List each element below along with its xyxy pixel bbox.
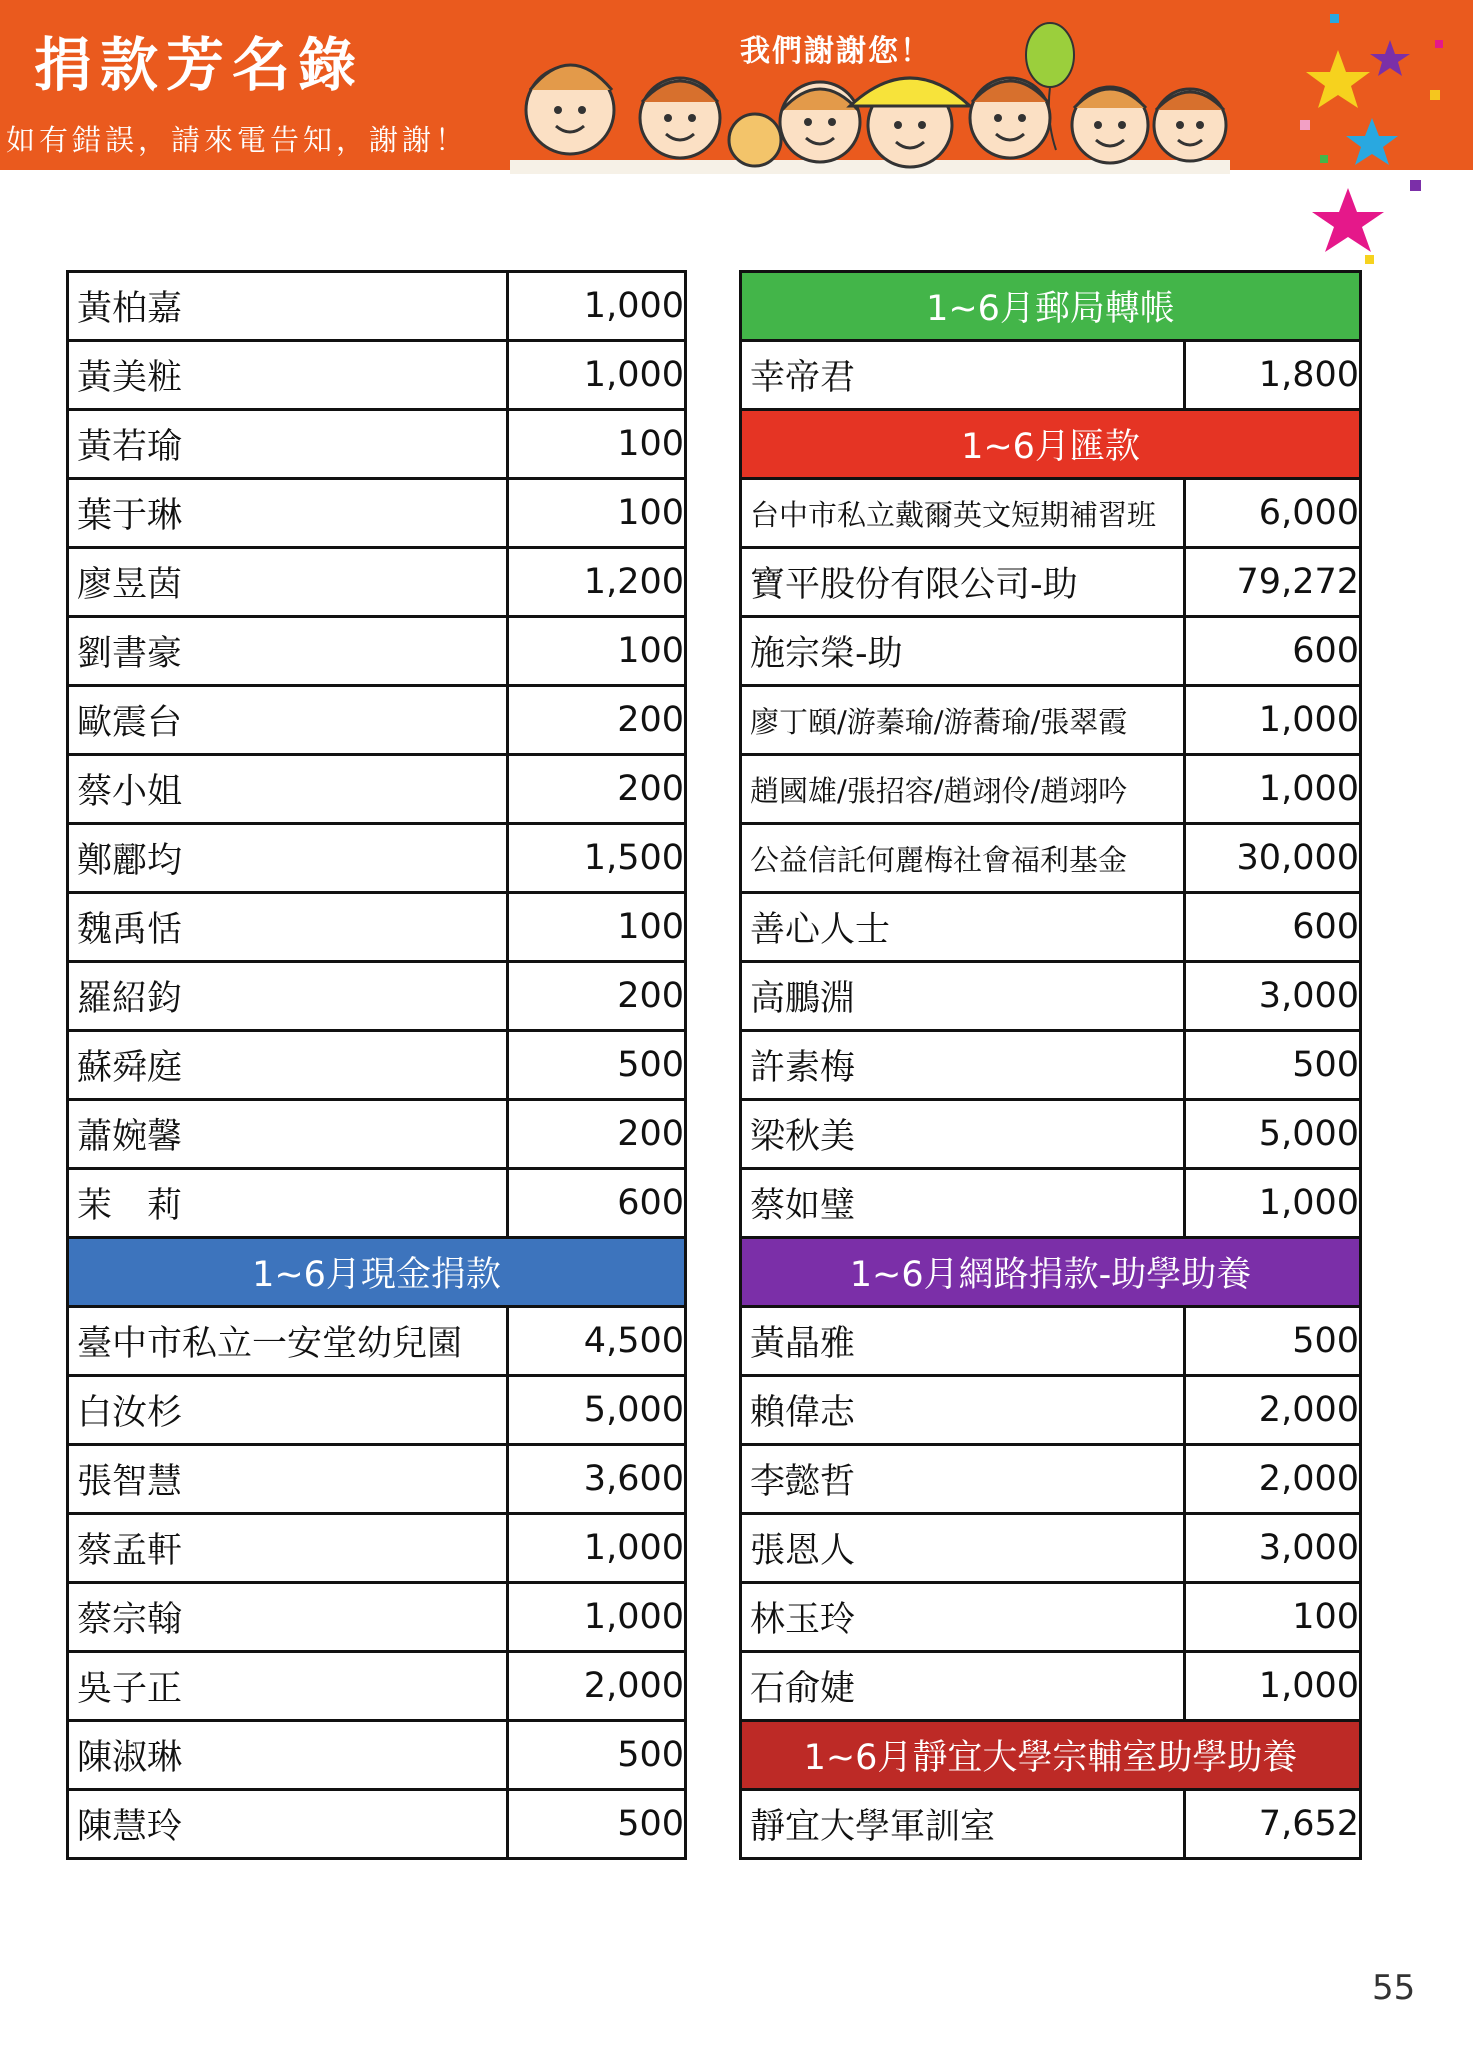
donation-amount: 5,000 bbox=[508, 1376, 686, 1445]
section-header-row bbox=[741, 410, 1361, 479]
donation-amount: 100 bbox=[508, 617, 686, 686]
donor-row bbox=[741, 1100, 1361, 1169]
donation-amount: 100 bbox=[508, 410, 686, 479]
donation-amount: 1,000 bbox=[508, 1514, 686, 1583]
section-header: 1~6月網路捐款-助學助養 bbox=[741, 1238, 1361, 1307]
donor-row bbox=[741, 1169, 1361, 1238]
donation-amount: 600 bbox=[1185, 617, 1361, 686]
donor-row bbox=[741, 1376, 1361, 1445]
donor-row bbox=[741, 1790, 1361, 1859]
donor-name: 黃美粧 bbox=[68, 341, 508, 410]
donor-name: 臺中市私立一安堂幼兒園 bbox=[68, 1307, 508, 1376]
donation-amount: 1,200 bbox=[508, 548, 686, 617]
donor-row bbox=[741, 1652, 1361, 1721]
thanks-text: 我們謝謝您！ bbox=[740, 34, 932, 69]
donor-name: 蕭婉馨 bbox=[68, 1100, 508, 1169]
donor-name: 蔡孟軒 bbox=[68, 1514, 508, 1583]
right-donor-table bbox=[739, 270, 1362, 1860]
donor-name: 林玉玲 bbox=[741, 1583, 1185, 1652]
donation-amount: 100 bbox=[508, 893, 686, 962]
children-illustration bbox=[490, 10, 1250, 185]
donor-row bbox=[68, 1583, 686, 1652]
donation-amount: 1,000 bbox=[508, 1583, 686, 1652]
left-donor-table bbox=[66, 270, 687, 1860]
donor-row bbox=[68, 1514, 686, 1583]
donation-amount: 1,000 bbox=[508, 341, 686, 410]
donor-name: 許素梅 bbox=[741, 1031, 1185, 1100]
donation-amount: 1,000 bbox=[1185, 755, 1361, 824]
donor-row bbox=[68, 962, 686, 1031]
donor-name: 白汝杉 bbox=[68, 1376, 508, 1445]
donor-name: 陳慧玲 bbox=[68, 1790, 508, 1859]
donation-amount: 1,800 bbox=[1185, 341, 1361, 410]
donation-amount: 3,000 bbox=[1185, 1514, 1361, 1583]
section-header: 1~6月郵局轉帳 bbox=[741, 272, 1361, 341]
donor-name: 陳淑琳 bbox=[68, 1721, 508, 1790]
donation-amount: 2,000 bbox=[1185, 1376, 1361, 1445]
section-header: 1~6月靜宜大學宗輔室助學助養 bbox=[741, 1721, 1361, 1790]
donation-amount: 200 bbox=[508, 755, 686, 824]
donor-row bbox=[68, 1445, 686, 1514]
donor-row bbox=[741, 548, 1361, 617]
decorative-stars bbox=[1290, 0, 1473, 280]
donor-name: 趙國雄/張招容/趙翊伶/趙翊吟 bbox=[741, 755, 1185, 824]
donation-amount: 4,500 bbox=[508, 1307, 686, 1376]
section-header-row bbox=[741, 1238, 1361, 1307]
donor-name: 黃若瑜 bbox=[68, 410, 508, 479]
donor-name: 吳子正 bbox=[68, 1652, 508, 1721]
donor-name: 葉于琳 bbox=[68, 479, 508, 548]
donor-row bbox=[68, 341, 686, 410]
donor-name: 廖昱茵 bbox=[68, 548, 508, 617]
donation-amount: 1,000 bbox=[1185, 1169, 1361, 1238]
donation-amount: 500 bbox=[508, 1031, 686, 1100]
donor-row bbox=[68, 617, 686, 686]
donation-amount: 3,600 bbox=[508, 1445, 686, 1514]
header-banner bbox=[0, 0, 1473, 170]
donor-row bbox=[741, 1514, 1361, 1583]
section-header-row bbox=[741, 272, 1361, 341]
donor-row bbox=[741, 1307, 1361, 1376]
donor-row bbox=[68, 272, 686, 341]
donor-name: 施宗榮-助 bbox=[741, 617, 1185, 686]
donation-amount: 30,000 bbox=[1185, 824, 1361, 893]
donor-row bbox=[68, 1307, 686, 1376]
donor-row bbox=[741, 341, 1361, 410]
donation-amount: 600 bbox=[508, 1169, 686, 1238]
donor-name: 蔡小姐 bbox=[68, 755, 508, 824]
page-title: 捐款芳名錄 bbox=[34, 31, 365, 99]
donor-row bbox=[68, 410, 686, 479]
donor-name: 羅紹鈞 bbox=[68, 962, 508, 1031]
donation-amount: 500 bbox=[508, 1790, 686, 1859]
donor-name: 高鵬淵 bbox=[741, 962, 1185, 1031]
donor-row bbox=[741, 755, 1361, 824]
donor-name: 蔡如璧 bbox=[741, 1169, 1185, 1238]
donor-name: 台中市私立戴爾英文短期補習班 bbox=[741, 479, 1185, 548]
donor-name: 張智慧 bbox=[68, 1445, 508, 1514]
donor-name: 廖丁頤/游蓁瑜/游蕎瑜/張翠霞 bbox=[741, 686, 1185, 755]
donation-amount: 100 bbox=[508, 479, 686, 548]
donation-amount: 200 bbox=[508, 1100, 686, 1169]
donor-name: 靜宜大學軍訓室 bbox=[741, 1790, 1185, 1859]
donation-amount: 3,000 bbox=[1185, 962, 1361, 1031]
donor-name: 善心人士 bbox=[741, 893, 1185, 962]
donor-name: 寶平股份有限公司-助 bbox=[741, 548, 1185, 617]
donor-name: 幸帝君 bbox=[741, 341, 1185, 410]
left-donor-table-body bbox=[68, 272, 686, 1859]
donor-row bbox=[741, 479, 1361, 548]
donor-name: 石俞婕 bbox=[741, 1652, 1185, 1721]
donation-amount: 7,652 bbox=[1185, 1790, 1361, 1859]
donor-name: 歐震台 bbox=[68, 686, 508, 755]
donation-amount: 2,000 bbox=[1185, 1445, 1361, 1514]
donor-row bbox=[741, 617, 1361, 686]
donor-name: 劉書豪 bbox=[68, 617, 508, 686]
donation-amount: 100 bbox=[1185, 1583, 1361, 1652]
donor-name: 黃柏嘉 bbox=[68, 272, 508, 341]
donor-row bbox=[68, 1100, 686, 1169]
donor-name: 蔡宗翰 bbox=[68, 1583, 508, 1652]
donor-row bbox=[741, 1583, 1361, 1652]
donation-amount: 1,000 bbox=[508, 272, 686, 341]
donor-row bbox=[741, 1445, 1361, 1514]
donor-row bbox=[68, 1790, 686, 1859]
right-donor-table-body bbox=[741, 272, 1361, 1859]
section-header-row bbox=[741, 1721, 1361, 1790]
donor-row bbox=[741, 824, 1361, 893]
donor-name: 魏禹恬 bbox=[68, 893, 508, 962]
donation-amount: 500 bbox=[508, 1721, 686, 1790]
donor-row bbox=[68, 548, 686, 617]
donor-name: 李懿哲 bbox=[741, 1445, 1185, 1514]
donor-row bbox=[68, 1721, 686, 1790]
donor-row bbox=[68, 1169, 686, 1238]
donation-amount: 600 bbox=[1185, 893, 1361, 962]
donor-name: 張恩人 bbox=[741, 1514, 1185, 1583]
donor-name: 梁秋美 bbox=[741, 1100, 1185, 1169]
donor-name: 黃晶雅 bbox=[741, 1307, 1185, 1376]
donation-amount: 1,000 bbox=[1185, 686, 1361, 755]
donor-row bbox=[741, 1031, 1361, 1100]
donation-amount: 500 bbox=[1185, 1031, 1361, 1100]
donor-row bbox=[68, 1376, 686, 1445]
donation-amount: 200 bbox=[508, 686, 686, 755]
donor-name: 鄭酈均 bbox=[68, 824, 508, 893]
donor-row bbox=[68, 686, 686, 755]
donation-amount: 5,000 bbox=[1185, 1100, 1361, 1169]
donor-row bbox=[68, 824, 686, 893]
donation-amount: 79,272 bbox=[1185, 548, 1361, 617]
donation-amount: 500 bbox=[1185, 1307, 1361, 1376]
donor-name: 公益信託何麗梅社會福利基金 bbox=[741, 824, 1185, 893]
donor-row bbox=[68, 1031, 686, 1100]
donor-name: 蘇舜庭 bbox=[68, 1031, 508, 1100]
donor-row bbox=[741, 893, 1361, 962]
error-notice: 如有錯誤，請來電告知，謝謝！ bbox=[6, 123, 469, 157]
donor-row bbox=[741, 962, 1361, 1031]
donor-name: 茉 莉 bbox=[68, 1169, 508, 1238]
donor-row bbox=[68, 1652, 686, 1721]
donor-name: 賴偉志 bbox=[741, 1376, 1185, 1445]
section-header: 1~6月匯款 bbox=[741, 410, 1361, 479]
donation-amount: 1,000 bbox=[1185, 1652, 1361, 1721]
section-header: 1~6月現金捐款 bbox=[68, 1238, 686, 1307]
section-header-row bbox=[68, 1238, 686, 1307]
donor-row bbox=[68, 755, 686, 824]
donation-amount: 1,500 bbox=[508, 824, 686, 893]
page-number: 55 bbox=[1372, 1968, 1416, 2008]
donor-row bbox=[68, 479, 686, 548]
donation-amount: 2,000 bbox=[508, 1652, 686, 1721]
donor-row bbox=[68, 893, 686, 962]
donor-row bbox=[741, 686, 1361, 755]
donation-amount: 200 bbox=[508, 962, 686, 1031]
donation-amount: 6,000 bbox=[1185, 479, 1361, 548]
